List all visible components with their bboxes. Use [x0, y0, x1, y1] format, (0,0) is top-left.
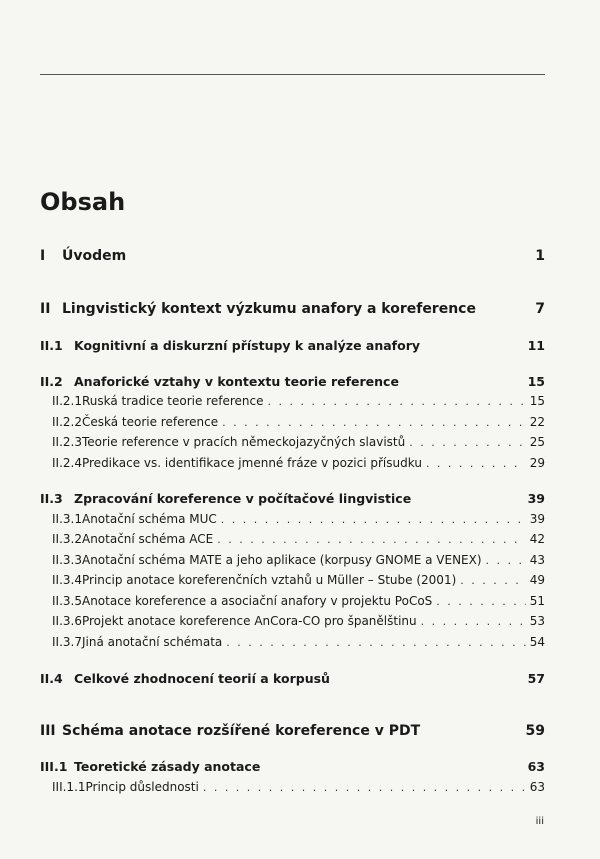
toc-entry[interactable]	[52, 456, 545, 470]
toc-entry[interactable]	[52, 435, 545, 449]
toc-entry-page: 63	[529, 780, 545, 794]
toc-entry-page: 53	[529, 614, 545, 628]
toc-entry-number: II.3.6	[52, 614, 82, 628]
toc-entry[interactable]	[52, 614, 545, 628]
toc-entry-title: Teoretické zásady anotace	[74, 759, 261, 774]
toc-entry[interactable]	[52, 553, 545, 567]
toc-entry[interactable]	[52, 635, 545, 649]
toc-entry-number: II.3.7	[52, 635, 82, 649]
toc-entry-page: 15	[527, 374, 545, 389]
toc-entry-title: Princip anotace koreferenčních vztahů u Müller – Stube (2001)	[81, 573, 457, 587]
toc-entry-page: 22	[529, 415, 545, 429]
toc-entry[interactable]	[40, 374, 545, 389]
dot-leader	[436, 595, 525, 608]
toc-entry-title: Anotace koreference a asociační anafory v projektu PoCoS	[81, 594, 433, 608]
toc-entry[interactable]	[40, 723, 545, 739]
toc-entry-number: III	[40, 723, 56, 739]
toc-entry-title: Lingvistický kontext výzkumu anafory a koreference	[62, 301, 476, 317]
header-rule	[40, 74, 545, 75]
toc-entry[interactable]	[40, 248, 545, 264]
toc-entry-number: II.3.4	[52, 573, 82, 587]
toc-entry-page: 54	[529, 635, 545, 649]
dot-leader	[267, 395, 525, 408]
toc-entry-page: 63	[527, 759, 545, 774]
toc-entry-number: II.2.1	[52, 394, 82, 408]
toc-entry-title: Princip důslednosti	[85, 780, 199, 794]
toc-entry-page: 51	[529, 594, 545, 608]
toc-entry-title: Úvodem	[62, 248, 127, 264]
toc-entry-number: II.3.5	[52, 594, 82, 608]
toc-entry-title: Celkové zhodnocení teorií a korpusů	[74, 671, 330, 686]
toc-entry-number: II.2	[40, 374, 63, 389]
toc-entry-page: 49	[529, 573, 545, 587]
dot-leader	[226, 636, 525, 649]
dot-leader	[460, 574, 525, 587]
toc-entry[interactable]	[40, 759, 545, 774]
toc-entry-page: 42	[529, 532, 545, 546]
page-title: Obsah	[40, 188, 126, 216]
toc-entry-page: 25	[529, 435, 545, 449]
dot-leader	[426, 457, 526, 470]
toc-entry-title: Jiná anotační schémata	[81, 635, 223, 649]
toc-entry-number: II.1	[40, 338, 63, 353]
toc-entry-page: 11	[527, 338, 545, 353]
toc-entry-number: II.2.2	[52, 415, 82, 429]
toc-entry[interactable]	[52, 780, 545, 794]
toc-entry-number: II.3.2	[52, 532, 82, 546]
toc-entry-title: Anotační schéma MATE a jeho aplikace (korpusy GNOME a VENEX)	[81, 553, 482, 567]
toc-entry-number: I	[40, 248, 46, 264]
toc-entry-page: 15	[529, 394, 545, 408]
toc-entry[interactable]	[52, 532, 545, 546]
toc-entry-title: Schéma anotace rozšířené koreference v PDT	[62, 723, 421, 739]
toc-entry-number: II.3.1	[52, 512, 82, 526]
toc-entry[interactable]	[52, 415, 545, 429]
toc-entry-number: III.1.1	[52, 780, 86, 794]
toc-entry-page: 59	[525, 723, 545, 739]
toc-entry[interactable]	[52, 573, 545, 587]
dot-leader	[486, 554, 526, 567]
dot-leader	[409, 436, 526, 449]
toc-entry-number: II.4	[40, 671, 63, 686]
toc-entry-title: Anotační schéma MUC	[81, 512, 217, 526]
toc-entry-number: III.1	[40, 759, 68, 774]
toc-entry-title: Projekt anotace koreference AnCora-CO pro španělštinu	[81, 614, 417, 628]
toc-entry-title: Predikace vs. identifikace jmenné fráze v pozici přísudku	[81, 456, 422, 470]
dot-leader	[222, 416, 526, 429]
toc-entry-title: Anaforické vztahy v kontextu teorie reference	[74, 374, 399, 389]
toc-entry-title: Zpracování koreference v počítačové lingvistice	[74, 491, 412, 506]
toc-entry[interactable]	[52, 594, 545, 608]
toc-entry[interactable]	[52, 512, 545, 526]
toc-entry-number: II.3	[40, 491, 63, 506]
toc-entry-number: II	[40, 301, 51, 317]
toc-entry[interactable]	[52, 394, 545, 408]
dot-leader	[217, 533, 526, 546]
dot-leader	[203, 781, 526, 794]
toc-entry[interactable]	[40, 491, 545, 506]
toc-entry-title: Kognitivní a diskurzní přístupy k analýze anafory	[74, 338, 421, 353]
toc-entry-title: Teorie reference v pracích německojazyčných slavistů	[81, 435, 406, 449]
toc-entry-page: 39	[527, 491, 545, 506]
toc-entry-title: Anotační schéma ACE	[81, 532, 214, 546]
dot-leader	[421, 615, 526, 628]
toc-entry-page: 57	[527, 671, 545, 686]
toc-entry[interactable]	[40, 338, 545, 353]
toc-entry-number: II.2.3	[52, 435, 82, 449]
toc-entry-page: 7	[535, 301, 545, 317]
toc-entry-number: II.3.3	[52, 553, 82, 567]
toc-entry-number: II.2.4	[52, 456, 82, 470]
toc-entry-page: 1	[535, 248, 545, 264]
page-number: iii	[535, 816, 544, 827]
toc-entry-page: 39	[529, 512, 545, 526]
toc-entry-title: Česká teorie reference	[81, 415, 219, 429]
toc-entry-page: 43	[529, 553, 545, 567]
dot-leader	[221, 513, 526, 526]
toc-entry-page: 29	[529, 456, 545, 470]
toc-entry[interactable]	[40, 301, 545, 317]
toc-entry-title: Ruská tradice teorie reference	[81, 394, 264, 408]
toc-entry[interactable]	[40, 671, 545, 686]
